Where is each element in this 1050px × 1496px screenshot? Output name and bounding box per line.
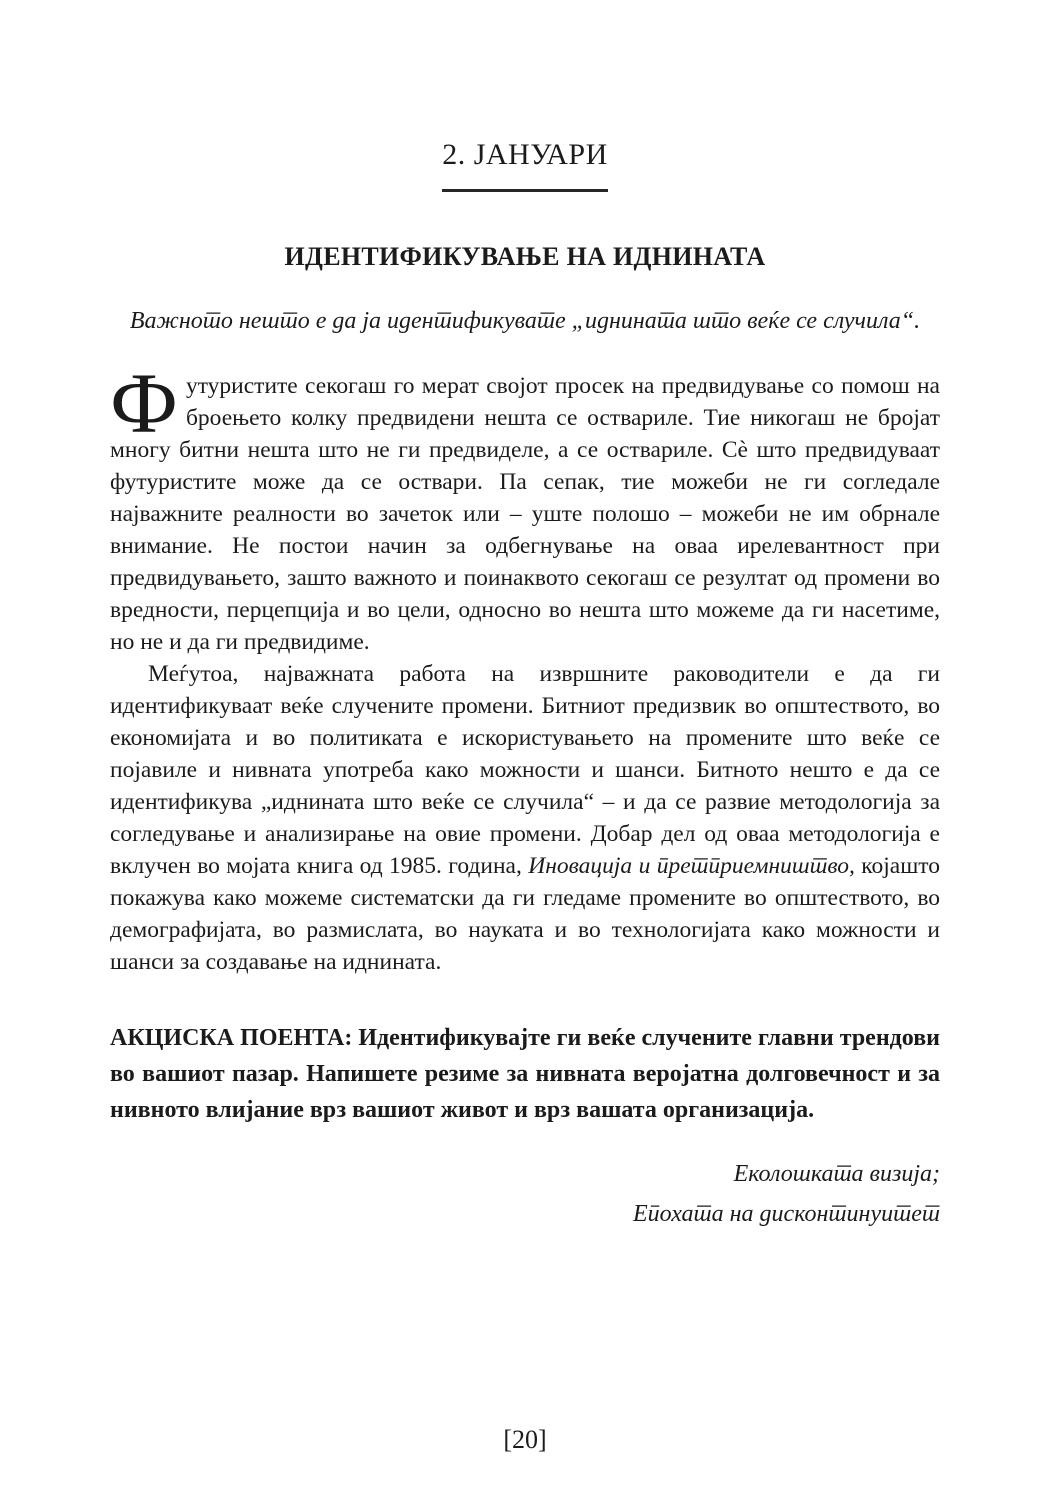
chapter-heading: ИДЕНТИФИКУВАЊЕ НА ИДНИНАТА xyxy=(284,242,766,271)
action-point xyxy=(110,1020,940,1128)
date-title: 2. ЈАНУАРИ xyxy=(442,138,608,171)
source-citation xyxy=(110,1154,940,1234)
drop-cap-letter: Ф xyxy=(110,355,178,451)
paragraph-1-text: утуристите секогаш го мерат својот просек на предвидување со помош на броењето колку предвидени нешта се оствариле. Тие никогаш не бројат многу битни нешта што не ги предвиделе, а се оствариле. Сè што предвидуваат футуристите може да се оствари. Па сепак, тие можеби не ги согледале најважните реалности во зачеток или – уште полошо – можеби не им обрнале внимание. Не постои начин за одбегнување на оваа ирелевантност при предвидувањето, зашто важното и поинаквото секогаш се резултат од промени во вредности, перцепција и во цели, односно во нешта што можеме да ги насетиме, но не и да ги предвидиме. xyxy=(110,373,940,655)
paragraph-1 xyxy=(110,355,940,658)
paragraph-2 xyxy=(110,658,940,978)
book-title-italic: Иновација и претприемништво, xyxy=(528,853,855,879)
text-column xyxy=(110,0,940,1234)
action-point-label: АКЦИСКА ПОЕНТА: xyxy=(110,1025,353,1051)
page-number: [20] xyxy=(503,1425,547,1454)
epigraph-quote: Важното нешто е да ја идентификувате „иднината што веќе се случила“. xyxy=(129,308,921,334)
title-divider-rule xyxy=(442,189,608,192)
paragraph-2-text-end: којашто покажува како можеме систематски да ги гледаме промените во општеството, во демографијата, во размислата, во науката и во технологијата како можности и шанси за создавање на иднината. xyxy=(110,853,940,975)
paragraph-2-text-start: Меѓутоа, најважната работа на извршните раководители е да ги идентификуваат веќе случените промени. Битниот предизвик во општеството, во економијата и во политиката е искористувањето на промените што веќе се појавиле и нивната употреба како можности и шанси. Битното нешто е да се идентификува „иднината што веќе се случила“ – и да се развие методологија за согледување и анализирање на овие промени. Добар дел од оваа методологија е вклучен во мојата книга од 1985. година, xyxy=(110,661,940,879)
action-point-text: Идентификувајте ги веќе случените главни трендови во вашиот пазар. Напишете резиме за нивната веројатна долговечност и за нивното влијание врз вашиот живот и врз вашата организација. xyxy=(110,1025,940,1123)
source-title-1: Еколошката визија; xyxy=(733,1161,940,1187)
source-title-2: Епохата на дисконтинуитет xyxy=(633,1201,940,1227)
